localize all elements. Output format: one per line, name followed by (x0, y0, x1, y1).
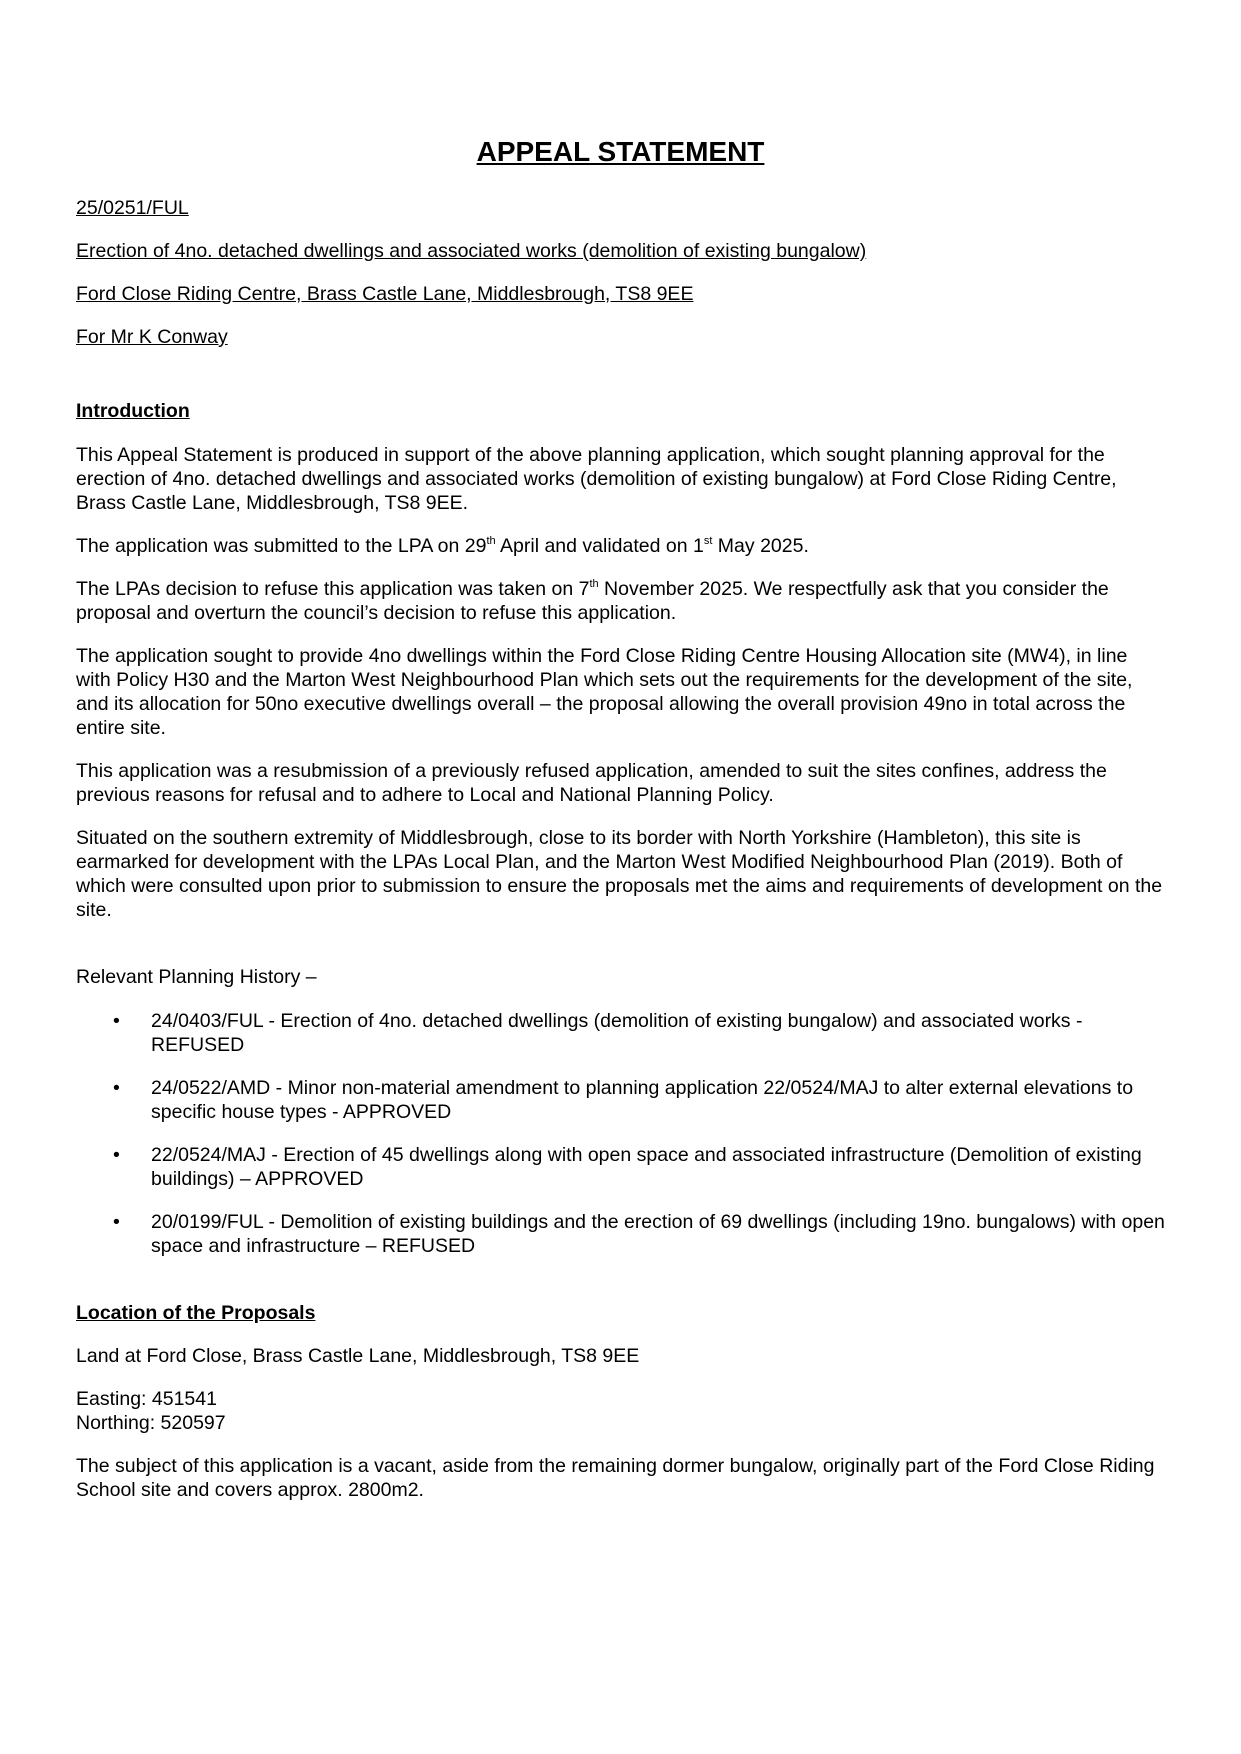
document-title: APPEAL STATEMENT (476, 136, 765, 167)
introduction-heading: Introduction (76, 400, 190, 422)
bullet-icon: • (113, 1211, 120, 1233)
location-paragraph: The subject of this application is a vacant, aside from the remaining dormer bungalow, originally part of the Ford Close Riding School site and covers approx. 2800m2. (76, 1455, 1155, 1501)
history-item-text: 24/0522/AMD - Minor non-material amendment to planning application 22/0524/MAJ to alter external elevations to specific house types - APPROVED (151, 1077, 1134, 1123)
bullet-icon: • (113, 1144, 120, 1166)
list-item (76, 1076, 1166, 1124)
location-heading: Location of the Proposals (76, 1302, 316, 1324)
location-northing: Northing: 520597 (76, 1412, 226, 1434)
client-name: For Mr K Conway (76, 326, 228, 348)
intro-paragraph-4: The application sought to provide 4no dwellings within the Ford Close Riding Centre Housing Allocation site (MW4), in line with Policy H30 and the Marton West Neighbourhood Plan which sets out the requirements for the development of the site, and its allocation for 50no executive dwellings overall – the proposal allowing the overall provision 49no in total across the entire site. (76, 645, 1133, 739)
application-reference: 25/0251/FUL (76, 197, 189, 219)
document-body (76, 196, 1166, 1502)
planning-history-label: Relevant Planning History – (76, 966, 317, 988)
location-easting: Easting: 451541 (76, 1388, 217, 1410)
list-item (76, 1210, 1166, 1258)
location-land: Land at Ford Close, Brass Castle Lane, Middlesbrough, TS8 9EE (76, 1345, 640, 1367)
bullet-icon: • (113, 1010, 120, 1032)
intro-paragraph-2: The application was submitted to the LPA on 29th April and validated on 1st May 2025. (76, 535, 809, 557)
planning-history-list (76, 1009, 1166, 1258)
history-item-text: 22/0524/MAJ - Erection of 45 dwellings along with open space and associated infrastructure (Demolition of existing buildings) – APPROVED (151, 1144, 1142, 1190)
intro-paragraph-5: This application was a resubmission of a previously refused application, amended to suit the sites confines, address the previous reasons for refusal and to adhere to Local and National Planning Policy. (76, 760, 1107, 806)
intro-paragraph-3: The LPAs decision to refuse this application was taken on 7th November 2025. We respectfully ask that you consider the proposal and overturn the council’s decision to refuse this application. (76, 578, 1109, 624)
list-item (76, 1009, 1166, 1057)
list-item (76, 1143, 1166, 1191)
site-address: Ford Close Riding Centre, Brass Castle Lane, Middlesbrough, TS8 9EE (76, 283, 694, 305)
intro-paragraph-6: Situated on the southern extremity of Middlesbrough, close to its border with North Yorkshire (Hambleton), this site is earmarked for development with the LPAs Local Plan, and the Marton West Modified Neighbourhood Plan (2019). Both of which were consulted upon prior to submission to ensure the proposals met the aims and requirements of development on the site. (76, 827, 1163, 921)
intro-paragraph-1: This Appeal Statement is produced in support of the above planning application, which sought planning approval for the erection of 4no. detached dwellings and associated works (demolition of existing bungalow) at Ford Close Riding Centre, Brass Castle Lane, Middlesbrough, TS8 9EE. (76, 444, 1117, 514)
application-description: Erection of 4no. detached dwellings and associated works (demolition of existing bungalow) (76, 240, 867, 262)
history-item-text: 24/0403/FUL - Erection of 4no. detached dwellings (demolition of existing bungalow) and associated works - REFUSED (151, 1010, 1083, 1056)
bullet-icon: • (113, 1077, 120, 1099)
history-item-text: 20/0199/FUL - Demolition of existing buildings and the erection of 69 dwellings (including 19no. bungalows) with open space and infrastructure – REFUSED (151, 1211, 1165, 1257)
